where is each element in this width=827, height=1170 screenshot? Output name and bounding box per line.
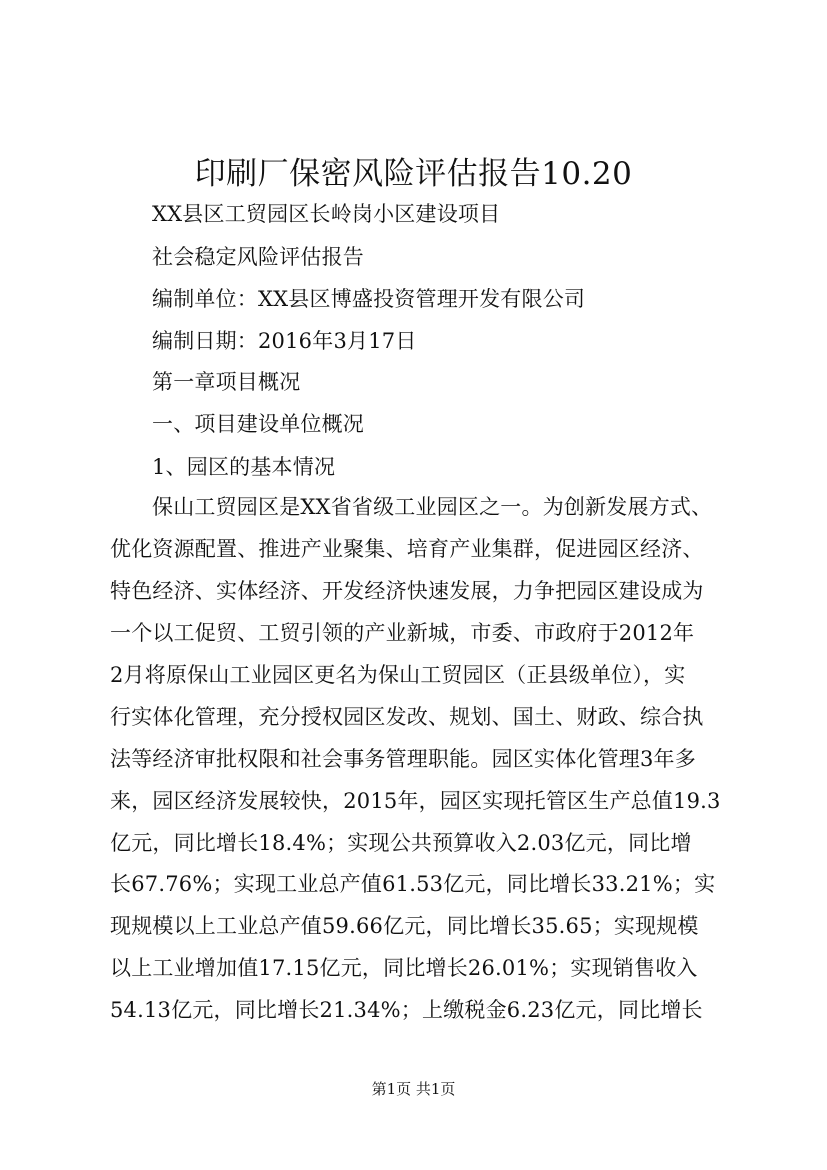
paragraph-line: 现规模以上工业总产值59.66亿元，同比增长35.65；实现规模 <box>110 914 699 938</box>
document-title: 印刷厂保密风险评估报告10.20 <box>194 156 633 192</box>
paragraph-line: 保山工贸园区是XX省省级工业园区之一。为创新发展方式、 <box>152 495 713 519</box>
subsection-heading: 1、园区的基本情况 <box>152 455 336 479</box>
chapter-heading: 第一章项目概况 <box>152 370 301 394</box>
paragraph-line: 长67.76%；实现工业总产值61.53亿元，同比增长33.21%；实 <box>110 872 716 896</box>
paragraph-line: 亿元，同比增长18.4%；实现公共预算收入2.03亿元，同比增 <box>110 831 692 855</box>
paragraph-line: 法等经济审批权限和社会事务管理职能。园区实体化管理3年多 <box>110 747 696 771</box>
paragraph-line: 来，园区经济发展较快，2015年，园区实现托管区生产总值19.3 <box>110 789 721 813</box>
date-line: 编制日期：2016年3月17日 <box>152 329 417 353</box>
page-footer: 第1页 共1页 <box>371 1080 456 1098</box>
paragraph-line: 优化资源配置、推进产业聚集、培育产业集群，促进园区经济、 <box>110 537 704 561</box>
report-name-line: 社会稳定风险评估报告 <box>152 245 364 269</box>
paragraph-line: 一个以工促贸、工贸引领的产业新城，市委、市政府于2012年 <box>110 621 695 645</box>
paragraph-line: 行实体化管理，充分授权园区发改、规划、国土、财政、综合执 <box>110 705 704 729</box>
paragraph-line: 以上工业增加值17.15亿元，同比增长26.01%；实现销售收入 <box>110 956 698 980</box>
project-name-line: XX县区工贸园区长岭岗小区建设项目 <box>152 202 501 226</box>
section-heading: 一、项目建设单位概况 <box>152 412 364 436</box>
compiler-line: 编制单位：XX县区博盛投资管理开发有限公司 <box>152 287 586 311</box>
paragraph-line: 2月将原保山工业园区更名为保山工贸园区（正县级单位），实 <box>110 663 686 687</box>
paragraph-line: 54.13亿元，同比增长21.34%；上缴税金6.23亿元，同比增长 <box>110 998 703 1022</box>
paragraph-line: 特色经济、实体经济、开发经济快速发展，力争把园区建设成为 <box>110 579 704 603</box>
